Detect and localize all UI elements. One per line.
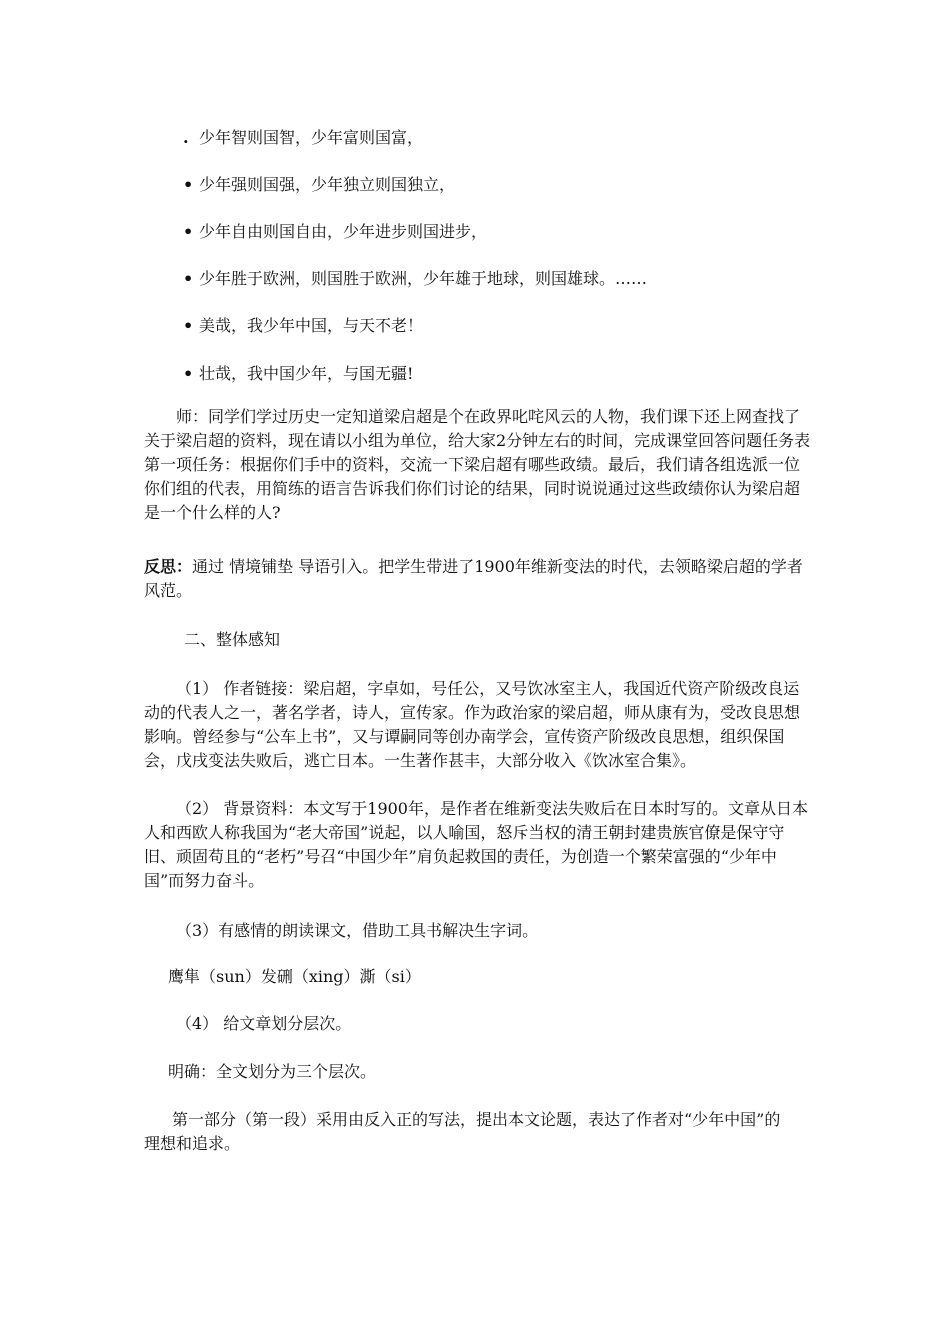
clarification-line: 明确：全文划分为三个层次。 xyxy=(168,1062,377,1081)
structure-task: （4） 给文章划分层次。 xyxy=(176,1014,352,1033)
author-link-paragraph: （1） 作者链接：梁启超，字卓如，号任公，又号饮冰室主人，我国近代资产阶级改良运动的代表人之一，著名学者，诗人，宣传家。作为政治家的梁启超，师从康有为，受改良思想影响。曾经参与“公车上书”，又与谭嗣同等创办南学会，宣传资产阶级改良思想，组织保国会，戊戌变法失败后，逃亡日本。一生著作甚丰，大部分收入《饮冰室合集》。 xyxy=(144,679,801,770)
reading-task: （3）有感情的朗读课文，借助工具书解决生字词。 xyxy=(176,921,539,940)
reflection-text: 通过 情境铺垫 导语引入。把学生带进了1900年维新变法的时代，去领略梁启超的学者风范。 xyxy=(144,557,803,600)
bullet-marker: • xyxy=(183,222,194,241)
reflection-paragraph xyxy=(144,555,812,603)
bullet-text: 少年自由则国自由，少年进步则国进步， xyxy=(199,222,488,241)
bullet-text: 少年胜于欧洲，则国胜于欧洲，少年雄于地球，则国雄球。…… xyxy=(199,269,648,288)
bullet-marker: . xyxy=(183,128,189,147)
bullet-line-1 xyxy=(183,126,423,150)
bullet-text: 壮哉，我中国少年，与国无疆! xyxy=(199,364,414,383)
bullet-line-6 xyxy=(183,362,413,386)
bullet-marker: • xyxy=(183,364,194,383)
bullet-line-4 xyxy=(183,267,647,291)
bullet-marker: • xyxy=(183,269,194,288)
background-paragraph: （2） 背景资料：本文写于1900年，是作者在维新变法失败后在日本时写的。文章从日本人和西欧人称我国为“老大帝国”说起，以人喻国，怒斥当权的清王朝封建贵族官僚是保守守旧、顽固苟且的“老朽”号召“中国少年”肩负起救国的责任，为创造一个繁荣富强的“少年中国”而努力奋斗。 xyxy=(144,799,808,890)
bullet-text: 少年智则国智，少年富则国富， xyxy=(199,128,424,147)
vocabulary-line: 鹰隼（sun）发硎（xing）澌（si） xyxy=(168,967,421,986)
teacher-paragraph: 师：同学们学过历史一定知道梁启超是个在政界叱咤风云的人物，我们课下还上网查找了关于梁启超的资料，现在请以小组为单位，给大家2分钟左右的时间，完成课堂回答问题任务表第一项任务：根据你们手中的资料，交流一下梁启超有哪些政绩。最后，我们请各组选派一位你们组的代表，用简练的语言告诉我们你们讨论的结果，同时说说通过这些政绩你认为梁启超是一个什么样的人? xyxy=(144,407,811,522)
bullet-line-5 xyxy=(183,314,423,338)
bullet-text: 少年强则国强，少年独立则国独立， xyxy=(199,175,456,194)
bullet-marker: • xyxy=(183,175,194,194)
bullet-text: 美哉，我少年中国，与天不老！ xyxy=(199,316,424,335)
section-heading: 二、整体感知 xyxy=(184,630,281,649)
bullet-marker: • xyxy=(183,316,194,335)
bullet-line-3 xyxy=(183,220,487,244)
part-one-paragraph: 第一部分（第一段）采用由反入正的写法，提出本文论题，表达了作者对“少年中国”的理想和追求。 xyxy=(144,1110,781,1153)
bullet-line-2 xyxy=(183,173,455,197)
reflection-label: 反思： xyxy=(144,557,193,576)
